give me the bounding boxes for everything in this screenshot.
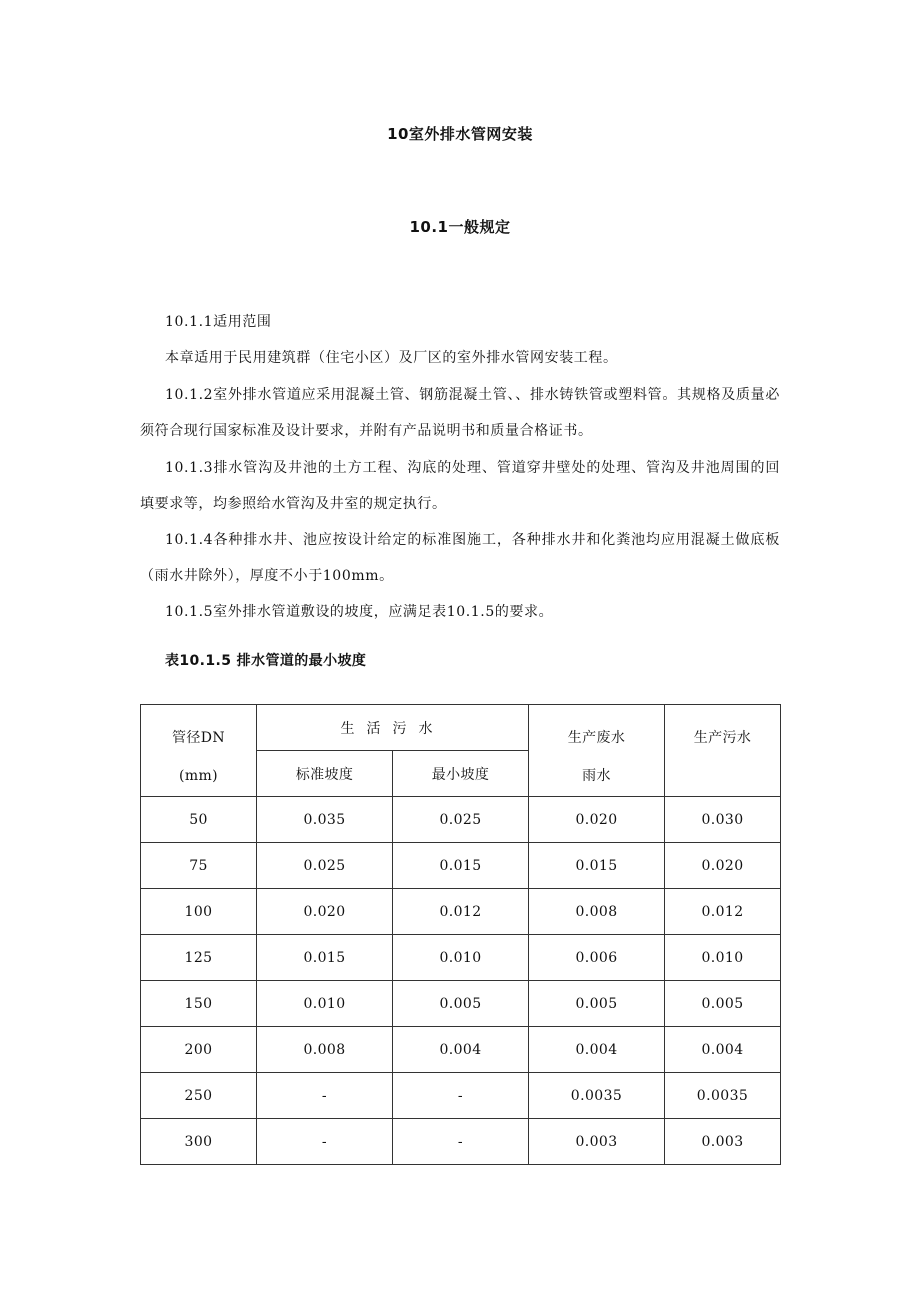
cell-production-sewage: 0.004 bbox=[665, 1027, 781, 1073]
cell-standard-slope: 0.015 bbox=[257, 935, 393, 981]
cell-production-sewage: 0.020 bbox=[665, 843, 781, 889]
header-standard-slope: 标准坡度 bbox=[257, 751, 393, 797]
table-row bbox=[141, 981, 781, 1027]
cell-production-waste: 0.015 bbox=[529, 843, 665, 889]
table-row bbox=[141, 843, 781, 889]
cell-standard-slope: - bbox=[257, 1119, 393, 1165]
cell-diameter: 200 bbox=[141, 1027, 257, 1073]
clause-10-1-1-body: 本章适用于民用建筑群（住宅小区）及厂区的室外排水管网安装工程。 bbox=[165, 350, 618, 366]
cell-production-sewage: 0.003 bbox=[665, 1119, 781, 1165]
cell-minimum-slope: 0.010 bbox=[393, 935, 529, 981]
cell-production-sewage: 0.005 bbox=[665, 981, 781, 1027]
cell-production-waste: 0.0035 bbox=[529, 1073, 665, 1119]
cell-production-sewage: 0.0035 bbox=[665, 1073, 781, 1119]
cell-minimum-slope: - bbox=[393, 1073, 529, 1119]
cell-standard-slope: - bbox=[257, 1073, 393, 1119]
cell-minimum-slope: 0.012 bbox=[393, 889, 529, 935]
cell-minimum-slope: 0.015 bbox=[393, 843, 529, 889]
cell-minimum-slope: 0.004 bbox=[393, 1027, 529, 1073]
cell-diameter: 75 bbox=[141, 843, 257, 889]
table-row bbox=[141, 889, 781, 935]
cell-production-waste: 0.020 bbox=[529, 797, 665, 843]
cell-standard-slope: 0.035 bbox=[257, 797, 393, 843]
header-production-label: 生产污水 bbox=[693, 730, 752, 746]
clause-10-1-4: 10.1.4各种排水井、池应按设计给定的标准图施工，各种排水井和化粪池均应用混凝土做底板（雨水井除外），厚度不小于100mm。 bbox=[140, 532, 780, 584]
table-body bbox=[141, 797, 781, 1165]
cell-production-waste: 0.008 bbox=[529, 889, 665, 935]
header-domestic-sewage: 生活污水 bbox=[257, 705, 529, 751]
table-row bbox=[141, 797, 781, 843]
cell-standard-slope: 0.025 bbox=[257, 843, 393, 889]
cell-minimum-slope: - bbox=[393, 1119, 529, 1165]
cell-standard-slope: 0.008 bbox=[257, 1027, 393, 1073]
cell-diameter: 300 bbox=[141, 1119, 257, 1165]
header-waste-line1: 生产废水 bbox=[567, 730, 626, 746]
cell-production-sewage: 0.012 bbox=[665, 889, 781, 935]
cell-production-waste: 0.005 bbox=[529, 981, 665, 1027]
cell-diameter: 100 bbox=[141, 889, 257, 935]
table-row bbox=[141, 1027, 781, 1073]
cell-standard-slope: 0.010 bbox=[257, 981, 393, 1027]
cell-standard-slope: 0.020 bbox=[257, 889, 393, 935]
table-row bbox=[141, 1073, 781, 1119]
cell-diameter: 125 bbox=[141, 935, 257, 981]
section-title: 10.1一般规定 bbox=[409, 218, 511, 236]
table-row bbox=[141, 1119, 781, 1165]
clause-10-1-3: 10.1.3排水管沟及井池的土方工程、沟底的处理、管道穿井壁处的处理、管沟及井池周围的回填要求等，均参照给水管沟及井室的规定执行。 bbox=[140, 460, 780, 512]
header-waste-line2: 雨水 bbox=[582, 768, 611, 784]
slope-table bbox=[140, 704, 781, 1165]
cell-production-sewage: 0.010 bbox=[665, 935, 781, 981]
cell-minimum-slope: 0.025 bbox=[393, 797, 529, 843]
header-diameter-line1: 管径DN bbox=[171, 730, 226, 746]
header-minimum-slope: 最小坡度 bbox=[393, 751, 529, 797]
cell-production-sewage: 0.030 bbox=[665, 797, 781, 843]
cell-production-waste: 0.006 bbox=[529, 935, 665, 981]
header-diameter-line2: (mm) bbox=[178, 768, 219, 784]
cell-production-waste: 0.004 bbox=[529, 1027, 665, 1073]
cell-diameter: 150 bbox=[141, 981, 257, 1027]
table-row bbox=[141, 935, 781, 981]
clause-10-1-5: 10.1.5室外排水管道敷设的坡度，应满足表10.1.5的要求。 bbox=[165, 604, 554, 620]
cell-minimum-slope: 0.005 bbox=[393, 981, 529, 1027]
chapter-title: 10室外排水管网安装 bbox=[387, 125, 533, 143]
cell-diameter: 50 bbox=[141, 797, 257, 843]
table-caption: 表10.1.5 排水管道的最小坡度 bbox=[165, 653, 367, 669]
header-production-sewage bbox=[665, 705, 781, 797]
clause-10-1-2: 10.1.2室外排水管道应采用混凝土管、钢筋混凝土管、、排水铸铁管或塑料管。其规格及质量必须符合现行国家标准及设计要求，并附有产品说明书和质量合格证书。 bbox=[140, 387, 780, 439]
clause-10-1-1-title: 10.1.1适用范围 bbox=[165, 314, 272, 330]
header-production-waste bbox=[529, 705, 665, 797]
cell-production-waste: 0.003 bbox=[529, 1119, 665, 1165]
header-diameter bbox=[141, 705, 257, 797]
cell-diameter: 250 bbox=[141, 1073, 257, 1119]
